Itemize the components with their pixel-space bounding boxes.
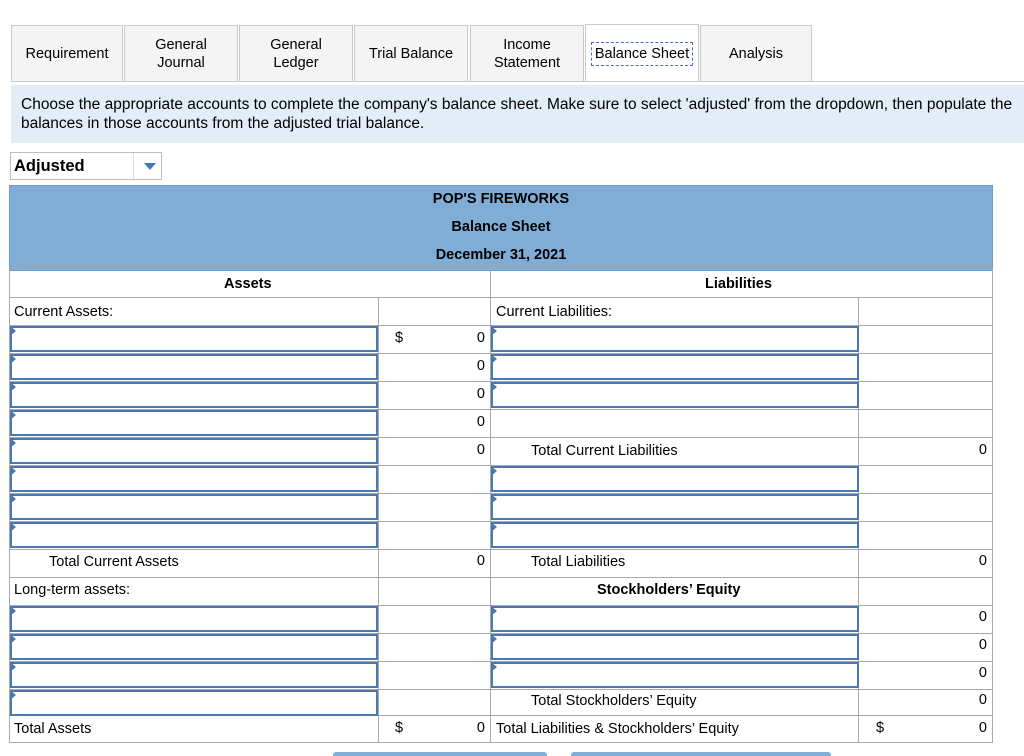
asset-account-input-8[interactable] — [10, 522, 378, 548]
total-liabilities-label: Total Liabilities — [531, 554, 626, 570]
tab-general-journal[interactable]: General Journal — [124, 25, 238, 81]
tab-analysis[interactable]: Analysis — [700, 25, 812, 81]
asset-account-input-6[interactable] — [10, 466, 378, 492]
select-value: Adjusted — [14, 157, 85, 175]
equity-value-3[interactable]: 0 — [978, 665, 987, 681]
liability-account-input-4[interactable] — [491, 466, 859, 492]
liabilities-header: Liabilities — [705, 276, 772, 292]
asset-account-input-1[interactable] — [10, 326, 378, 352]
tab-income-statement[interactable]: Income Statement — [470, 25, 584, 81]
equity-value-2[interactable]: 0 — [978, 637, 987, 653]
longterm-asset-input-2[interactable] — [10, 634, 378, 660]
statement-title: Balance Sheet — [9, 213, 993, 241]
liability-account-input-5[interactable] — [491, 494, 859, 520]
statement-date: December 31, 2021 — [9, 241, 993, 269]
total-assets-value: 0 — [476, 720, 485, 736]
liability-account-input-3[interactable] — [491, 382, 859, 408]
equity-account-input-3[interactable] — [491, 662, 859, 688]
currency-symbol: $ — [395, 330, 404, 346]
tab-general-ledger[interactable]: General Ledger — [239, 25, 353, 81]
asset-account-input-5[interactable] — [10, 438, 378, 464]
assets-header: Assets — [224, 276, 272, 292]
tab-requirement[interactable]: Requirement — [11, 25, 123, 81]
asset-value-4[interactable]: 0 — [476, 414, 485, 430]
asset-account-input-3[interactable] — [10, 382, 378, 408]
asset-value-3[interactable]: 0 — [476, 386, 485, 402]
company-name: POP'S FIREWORKS — [9, 185, 993, 213]
tab-divider — [11, 81, 1024, 82]
liability-account-input-1[interactable] — [491, 326, 859, 352]
asset-value-1[interactable]: 0 — [476, 330, 485, 346]
current-assets-label: Current Assets: — [14, 304, 114, 320]
equity-value-1[interactable]: 0 — [978, 609, 987, 625]
total-equity-label: Total Stockholders’ Equity — [531, 693, 697, 709]
current-liabilities-label: Current Liabilities: — [496, 304, 613, 320]
currency-symbol: $ — [395, 720, 404, 736]
tab-balance-sheet[interactable]: Balance Sheet — [585, 24, 699, 82]
total-liab-equity-value: 0 — [978, 720, 987, 736]
total-liabilities-value: 0 — [978, 553, 987, 569]
long-term-assets-label: Long-term assets: — [14, 582, 131, 598]
instructions: Choose the appropriate accounts to complete the company's balance sheet. Make sure to select 'adjusted' from the dropdown, then populate the balances in those accounts from the adjusted trial balance. — [11, 85, 1024, 143]
asset-value-2[interactable]: 0 — [476, 358, 485, 374]
asset-account-input-4[interactable] — [10, 410, 378, 436]
asset-value-5[interactable]: 0 — [476, 442, 485, 458]
equity-account-input-1[interactable] — [491, 606, 859, 632]
total-current-assets-label: Total Current Assets — [49, 554, 179, 570]
total-equity-value: 0 — [978, 692, 987, 708]
total-assets-label: Total Assets — [14, 721, 92, 737]
total-current-liabilities-value: 0 — [978, 442, 987, 458]
equity-account-input-2[interactable] — [491, 634, 859, 660]
balance-sheet — [9, 185, 993, 743]
longterm-asset-input-3[interactable] — [10, 662, 378, 688]
equity-header: Stockholders’ Equity — [597, 582, 741, 598]
prev-button[interactable] — [333, 752, 547, 756]
longterm-asset-input-4[interactable] — [10, 690, 378, 716]
next-button[interactable] — [571, 752, 831, 756]
chevron-down-icon — [142, 159, 158, 173]
asset-account-input-2[interactable] — [10, 354, 378, 380]
tab-trial-balance[interactable]: Trial Balance — [354, 25, 468, 81]
longterm-asset-input-1[interactable] — [10, 606, 378, 632]
liability-account-input-6[interactable] — [491, 522, 859, 548]
total-liab-equity-label: Total Liabilities & Stockholders’ Equity — [496, 721, 739, 737]
currency-symbol: $ — [876, 720, 885, 736]
asset-account-input-7[interactable] — [10, 494, 378, 520]
total-current-liabilities-label: Total Current Liabilities — [531, 443, 678, 459]
total-current-assets-value: 0 — [476, 553, 485, 569]
liability-account-input-2[interactable] — [491, 354, 859, 380]
trial-balance-select[interactable] — [10, 152, 162, 180]
